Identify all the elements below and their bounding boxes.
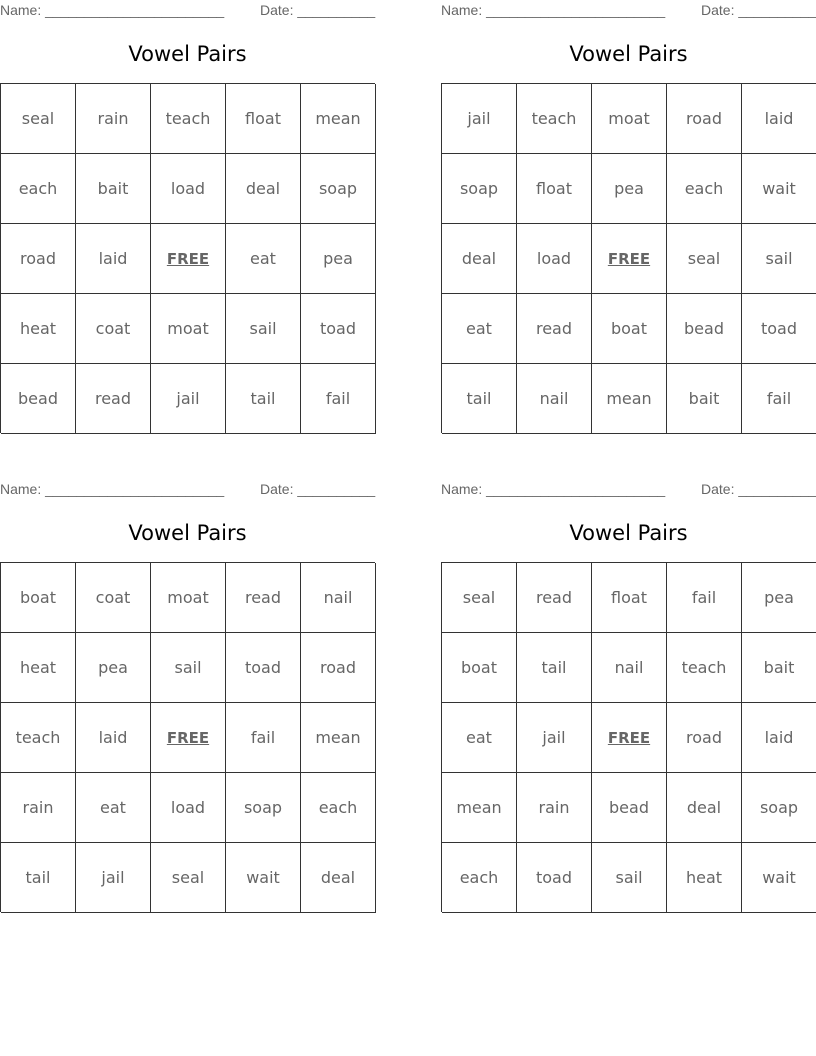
bingo-cell: soap (742, 773, 816, 843)
card-title: Vowel Pairs (569, 521, 688, 545)
bingo-cell: toad (301, 294, 376, 364)
bingo-cell: read (517, 294, 592, 364)
bingo-cell: fail (667, 563, 742, 633)
bingo-cell: read (226, 563, 301, 633)
bingo-cell: road (667, 84, 742, 154)
bingo-cell: eat (76, 773, 151, 843)
bingo-cell: eat (442, 294, 517, 364)
bingo-cell: teach (517, 84, 592, 154)
bingo-cell: sail (151, 633, 226, 703)
bingo-cell: rain (1, 773, 76, 843)
bingo-cell: coat (76, 294, 151, 364)
bingo-cell: laid (76, 703, 151, 773)
bingo-cell: jail (442, 84, 517, 154)
bingo-cell: pea (301, 224, 376, 294)
bingo-cell: wait (742, 154, 816, 224)
bingo-cell: load (517, 224, 592, 294)
bingo-cell: each (667, 154, 742, 224)
bingo-cell: tail (517, 633, 592, 703)
bingo-cell: nail (517, 364, 592, 434)
bingo-grid (0, 83, 375, 433)
bingo-cell: teach (1, 703, 76, 773)
bingo-cell: each (442, 843, 517, 913)
bingo-cell: sail (592, 843, 667, 913)
bingo-cell: rain (76, 84, 151, 154)
bingo-cell: mean (301, 84, 376, 154)
bingo-cell: bait (742, 633, 816, 703)
bingo-cell: moat (151, 294, 226, 364)
bingo-grid (441, 83, 816, 433)
bingo-cell: bead (1, 364, 76, 434)
bingo-cell: bait (667, 364, 742, 434)
bingo-cell: heat (1, 633, 76, 703)
bingo-cell: laid (76, 224, 151, 294)
free-space-cell: FREE (151, 224, 226, 294)
bingo-cell: toad (226, 633, 301, 703)
bingo-cell: sail (226, 294, 301, 364)
name-date-line (0, 479, 375, 499)
bingo-cell: read (517, 563, 592, 633)
free-space-cell: FREE (592, 703, 667, 773)
bingo-cell: nail (301, 563, 376, 633)
bingo-cell: deal (667, 773, 742, 843)
bingo-cell: boat (442, 633, 517, 703)
name-label: Name: _______________________ (441, 2, 666, 18)
bingo-cell: bead (667, 294, 742, 364)
bingo-cell: load (151, 154, 226, 224)
bingo-cell: pea (76, 633, 151, 703)
bingo-cell: seal (667, 224, 742, 294)
bingo-cell: seal (151, 843, 226, 913)
bingo-cell: deal (226, 154, 301, 224)
name-date-line (0, 0, 375, 20)
bingo-cell: jail (76, 843, 151, 913)
bingo-cell: mean (592, 364, 667, 434)
card-title: Vowel Pairs (128, 42, 247, 66)
bingo-cell: pea (592, 154, 667, 224)
bingo-cell: load (151, 773, 226, 843)
bingo-cell: tail (226, 364, 301, 434)
date-label: Date: __________ (701, 481, 816, 497)
bingo-cell: deal (442, 224, 517, 294)
bingo-cell: fail (226, 703, 301, 773)
bingo-cell: tail (442, 364, 517, 434)
bingo-cell: toad (517, 843, 592, 913)
bingo-cell: laid (742, 703, 816, 773)
bingo-cell: jail (151, 364, 226, 434)
bingo-cell: each (301, 773, 376, 843)
bingo-cell: heat (667, 843, 742, 913)
bingo-cell: teach (151, 84, 226, 154)
bingo-cell: boat (592, 294, 667, 364)
bingo-cell: teach (667, 633, 742, 703)
bingo-cell: tail (1, 843, 76, 913)
bingo-cell: seal (442, 563, 517, 633)
name-label: Name: _______________________ (441, 481, 666, 497)
bingo-cell: toad (742, 294, 816, 364)
free-space-cell: FREE (592, 224, 667, 294)
bingo-cell: wait (742, 843, 816, 913)
bingo-cell: soap (301, 154, 376, 224)
bingo-cell: moat (151, 563, 226, 633)
bingo-cell: float (226, 84, 301, 154)
bingo-cell: jail (517, 703, 592, 773)
bingo-cell: sail (742, 224, 816, 294)
date-label: Date: __________ (260, 2, 376, 18)
name-label: Name: _______________________ (0, 481, 225, 497)
bingo-cell: moat (592, 84, 667, 154)
name-date-line (441, 0, 816, 20)
date-label: Date: __________ (701, 2, 816, 18)
bingo-cell: soap (226, 773, 301, 843)
card-title: Vowel Pairs (569, 42, 688, 66)
bingo-cell: float (592, 563, 667, 633)
free-space-cell: FREE (151, 703, 226, 773)
bingo-cell: road (301, 633, 376, 703)
bingo-cell: fail (742, 364, 816, 434)
bingo-grid (0, 562, 375, 912)
bingo-cell: seal (1, 84, 76, 154)
bingo-cell: deal (301, 843, 376, 913)
bingo-cell: bait (76, 154, 151, 224)
bingo-cell: road (667, 703, 742, 773)
bingo-cell: heat (1, 294, 76, 364)
bingo-cell: mean (442, 773, 517, 843)
name-date-line (441, 479, 816, 499)
bingo-cell: rain (517, 773, 592, 843)
bingo-cell: eat (442, 703, 517, 773)
bingo-cell: wait (226, 843, 301, 913)
bingo-cell: bead (592, 773, 667, 843)
bingo-cell: fail (301, 364, 376, 434)
bingo-cell: laid (742, 84, 816, 154)
bingo-cell: nail (592, 633, 667, 703)
bingo-cell: road (1, 224, 76, 294)
bingo-cell: read (76, 364, 151, 434)
bingo-cell: boat (1, 563, 76, 633)
bingo-cell: each (1, 154, 76, 224)
bingo-cell: coat (76, 563, 151, 633)
bingo-cell: mean (301, 703, 376, 773)
name-label: Name: _______________________ (0, 2, 225, 18)
bingo-cell: pea (742, 563, 816, 633)
bingo-cell: soap (442, 154, 517, 224)
bingo-cell: eat (226, 224, 301, 294)
bingo-cell: float (517, 154, 592, 224)
date-label: Date: __________ (260, 481, 376, 497)
bingo-grid (441, 562, 816, 912)
card-title: Vowel Pairs (128, 521, 247, 545)
